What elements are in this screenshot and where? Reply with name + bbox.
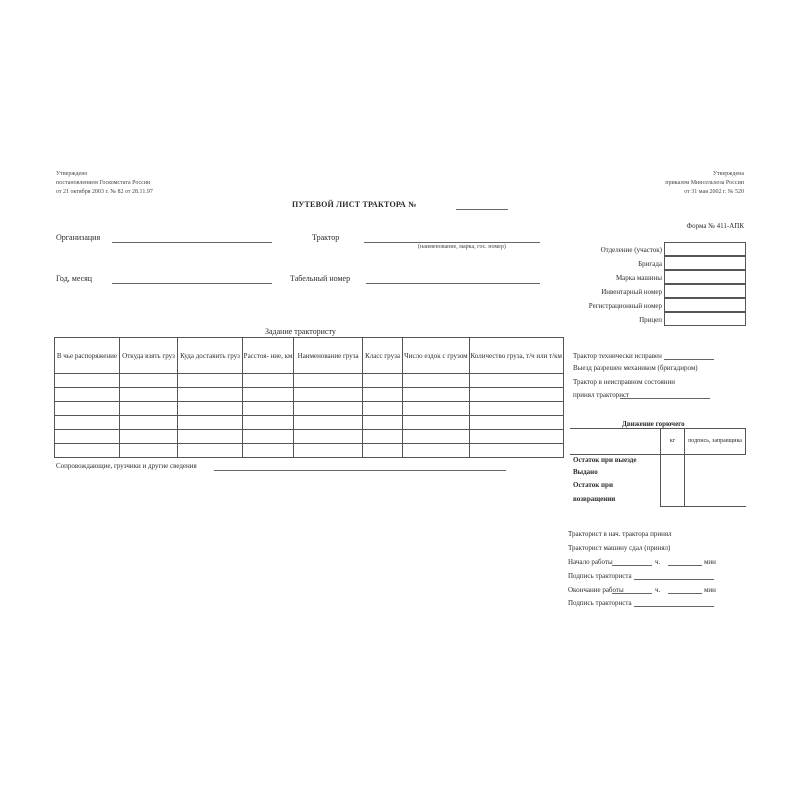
table-cell[interactable] — [403, 374, 469, 388]
bottom-note-1: Тракторист в нач. трактора принял — [568, 530, 672, 538]
escort-label: Сопровождающие, грузчики и другие сведения — [56, 462, 197, 470]
sign-label-2: Подпись тракториста — [568, 599, 632, 607]
table-cell[interactable] — [119, 388, 178, 402]
table-row — [55, 374, 564, 388]
task-col-header: Количество груза, т/ч или т/км — [469, 338, 563, 374]
hours-unit: ч. — [655, 586, 661, 594]
table-cell[interactable] — [403, 402, 469, 416]
right-field-label: Регистрационный номер — [588, 302, 662, 310]
side-note: Трактор технически исправен — [573, 352, 662, 360]
escort-line — [214, 470, 506, 471]
start-hours-line — [612, 565, 652, 566]
table-cell[interactable] — [403, 444, 469, 458]
table-cell[interactable] — [55, 388, 120, 402]
approval-left-line-3: от 21 октября 2003 г. № 82 от 28.11.97 — [56, 189, 153, 195]
right-field-box[interactable] — [664, 298, 746, 312]
table-cell[interactable] — [119, 444, 178, 458]
table-row — [55, 402, 564, 416]
sign-label-1: Подпись тракториста — [568, 572, 632, 580]
fuel-table — [570, 428, 746, 507]
right-field-box[interactable] — [664, 312, 746, 326]
right-field-label: Инвентарный номер — [601, 288, 662, 296]
right-field-box[interactable] — [664, 284, 746, 298]
table-cell[interactable] — [403, 416, 469, 430]
fuel-row-label: Выдано — [573, 468, 598, 476]
form-title: ПУТЕВОЙ ЛИСТ ТРАКТОРА № — [292, 200, 417, 209]
task-col-header: Число ездок с грузом — [403, 338, 469, 374]
table-cell[interactable] — [294, 374, 362, 388]
task-heading: Задание трактористу — [265, 327, 336, 336]
end-minutes-line — [668, 593, 702, 594]
sign-line-1 — [634, 579, 714, 580]
table-cell[interactable] — [469, 388, 563, 402]
start-minutes-line — [668, 565, 702, 566]
table-cell[interactable] — [362, 402, 402, 416]
fuel-row-label: возвращении — [573, 494, 616, 503]
organization-line — [112, 242, 272, 243]
table-cell[interactable] — [178, 444, 242, 458]
table-row — [55, 388, 564, 402]
fuel-row-label: Остаток при выезде — [570, 455, 661, 467]
fuel-col-kg: кг — [661, 429, 685, 455]
fuel-corner-cell — [570, 429, 661, 455]
table-cell[interactable] — [362, 388, 402, 402]
table-cell[interactable] — [469, 374, 563, 388]
task-header-row — [55, 338, 564, 374]
table-cell[interactable] — [55, 416, 120, 430]
table-row — [55, 430, 564, 444]
table-cell[interactable] — [178, 388, 242, 402]
fuel-sign-cell[interactable] — [685, 455, 746, 507]
table-row — [55, 416, 564, 430]
table-cell[interactable] — [362, 444, 402, 458]
right-field-label: Бригада — [638, 260, 662, 268]
end-label: Окончание работы — [568, 586, 624, 594]
side-note-line — [620, 398, 710, 399]
table-cell[interactable] — [119, 402, 178, 416]
table-row — [570, 455, 746, 467]
table-cell[interactable] — [178, 374, 242, 388]
table-cell[interactable] — [294, 444, 362, 458]
table-cell[interactable] — [119, 374, 178, 388]
tractor-sublabel: (наименование, марка, гос. номер) — [418, 244, 506, 250]
minutes-unit: мин — [704, 558, 716, 566]
table-cell[interactable] — [178, 416, 242, 430]
side-note: Трактор в неисправном состоянии — [573, 378, 676, 386]
table-cell[interactable] — [362, 374, 402, 388]
year-month-label: Год, месяц — [56, 274, 93, 283]
year-month-line — [112, 283, 272, 284]
table-cell[interactable] — [119, 430, 178, 444]
fuel-row-label: Остаток при — [573, 481, 613, 489]
table-cell[interactable] — [294, 416, 362, 430]
table-cell[interactable] — [55, 430, 120, 444]
table-cell[interactable] — [403, 388, 469, 402]
approval-left-line-2: постановлением Госкомстата России — [56, 180, 151, 186]
right-field-label: Отделение (участок) — [600, 246, 662, 254]
approval-left-line-1: Утверждено — [56, 171, 88, 177]
side-note: принял тракторист — [573, 391, 630, 399]
approval-right-line-1: Утверждена — [712, 171, 744, 177]
table-cell[interactable] — [242, 402, 294, 416]
table-cell[interactable] — [294, 388, 362, 402]
table-cell[interactable] — [294, 430, 362, 444]
sign-line-2 — [634, 606, 714, 607]
table-cell[interactable] — [242, 416, 294, 430]
table-cell[interactable] — [119, 416, 178, 430]
table-cell[interactable] — [55, 444, 120, 458]
table-cell[interactable] — [55, 374, 120, 388]
table-row — [55, 444, 564, 458]
table-cell[interactable] — [178, 430, 242, 444]
tab-number-line — [366, 283, 540, 284]
tractor-label: Трактор — [312, 233, 340, 242]
table-cell[interactable] — [242, 374, 294, 388]
fuel-header-row — [570, 429, 746, 455]
fuel-heading: Движение горючего — [622, 420, 685, 428]
approval-right-line-2: приказом Минсельхоза России — [665, 180, 744, 186]
table-cell[interactable] — [294, 402, 362, 416]
table-cell[interactable] — [469, 444, 563, 458]
table-cell[interactable] — [469, 402, 563, 416]
title-number-line — [456, 209, 508, 210]
bottom-note-2: Тракторист машину сдал (принял) — [568, 544, 671, 552]
task-col-header: Куда доставить груз — [178, 338, 242, 374]
right-field-box[interactable] — [664, 256, 746, 270]
table-cell[interactable] — [362, 430, 402, 444]
table-cell[interactable] — [469, 416, 563, 430]
side-note: Выезд разрешен механиком (бригадиром) — [573, 364, 698, 372]
table-cell[interactable] — [242, 444, 294, 458]
task-col-header: В чье распоряжение — [55, 338, 120, 374]
fuel-kg-cell[interactable] — [661, 455, 685, 507]
task-col-header: Расстоя- ние, км — [242, 338, 294, 374]
table-cell[interactable] — [403, 430, 469, 444]
task-col-header: Откуда взять груз — [119, 338, 178, 374]
end-hours-line — [612, 593, 652, 594]
table-cell[interactable] — [362, 416, 402, 430]
right-field-label: Прицеп — [639, 316, 662, 324]
side-note-line — [664, 359, 714, 360]
task-col-header: Наименование груза — [294, 338, 362, 374]
tractor-line — [364, 242, 540, 243]
task-table — [54, 337, 564, 458]
table-cell[interactable] — [55, 402, 120, 416]
table-cell[interactable] — [242, 388, 294, 402]
task-col-header: Класс груза — [362, 338, 402, 374]
minutes-unit: мин — [704, 586, 716, 594]
right-field-box[interactable] — [664, 270, 746, 284]
hours-unit: ч. — [655, 558, 661, 566]
table-cell[interactable] — [242, 430, 294, 444]
form-code: Форма № 411-АПК — [686, 222, 744, 230]
right-field-label: Марка машины — [615, 274, 662, 282]
start-label: Начало работы — [568, 558, 613, 566]
fuel-col-sign: подпись, заправщика — [685, 429, 746, 455]
tab-number-label: Табельный номер — [290, 274, 351, 283]
approval-right-line-3: от 31 мая 2002 г. № 520 — [684, 189, 744, 195]
table-cell[interactable] — [178, 402, 242, 416]
right-field-box[interactable] — [664, 242, 746, 256]
table-cell[interactable] — [469, 430, 563, 444]
organization-label: Организация — [56, 233, 101, 242]
